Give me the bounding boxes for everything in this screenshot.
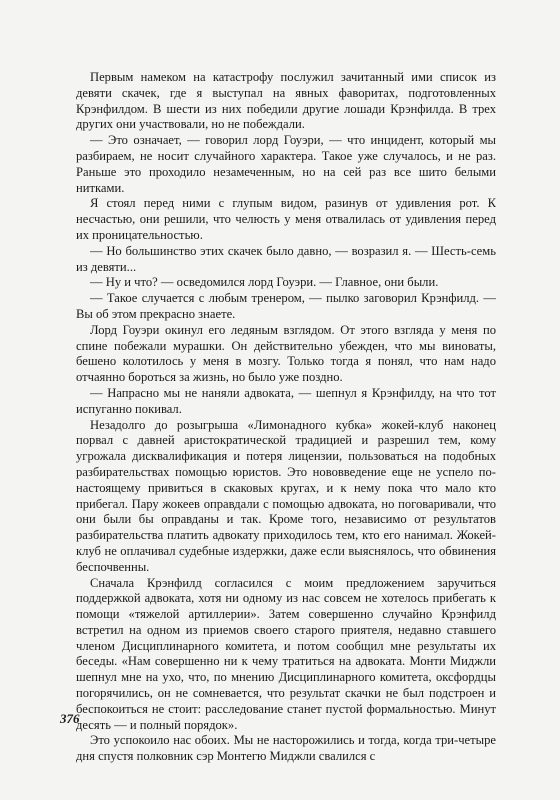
page-number: 376 <box>60 711 80 726</box>
paragraph: — Напрасно мы не наняли адвоката, — шепнул я Крэнфилду, на что тот испуганно покивал. <box>76 385 496 416</box>
paragraph: — Ну и что? — осведомился лорд Гоуэри. — Главное, они были. <box>90 275 439 290</box>
paragraph: Это успокоило нас обоих. Мы не насторожились и тогда, когда три-четыре дня спустя полковник сэр Монтегю Миджли свалился с <box>76 733 496 764</box>
paragraph: — Такое случается с любым тренером, — пылко заговорил Крэнфилд. — Вы об этом прекрасно знаете. <box>76 291 496 321</box>
paragraph: Незадолго до розыгрыша «Лимонадного кубка» жокей-клуб наконец порвал с давней аристократической традицией и разрешил тем, кому угрожала дисквалификация и потеря лицензии, пользоваться на подобных разбирательствах помощью юристов. Это нововведение еще не успело по-настоящему привиться в скаковых кругах, и к нему пока что мало кто прибегал. Пару жокеев оправдали с помощью адвоката, но поговаривали, что они были бы оправданы и так. Кроме того, независимо от результатов разбирательства платить адвокату приходилось тем, кто его нанимал. Жокей-клуб не оплачивал судебные издержки, даже если выяснялось, что обвинения беспочвенны. <box>76 417 496 574</box>
body-text <box>76 70 496 765</box>
paragraph: Сначала Крэнфилд согласился с моим предложением заручиться поддержкой адвоката, хотя ни одному из нас совсем не хотелось прибегать к помощи «тяжелой артиллерии». Затем совершенно случайно Крэнфилд встретил на одном из приемов своего старого приятеля, недавно ставшего членом Дисциплинарного комитета, и потом сообщил мне результаты их беседы. «Нам совершенно ни к чему тратиться на адвоката. Монти Миджли шепнул мне на ухо, что, по мнению Дисциплинарного комитета, оксфордцы погорячились, он не сомневается, что результат скачки не был подстроен и беспокоиться не стоит: расследование станет пустой формальностью. Минут десять — и полный порядок». <box>76 575 496 732</box>
paragraph: Я стоял перед ними с глупым видом, разинув от удивления рот. К несчастью, они решили, что челюсть у меня отвалилась от удивления перед их проницательностью. <box>76 196 496 242</box>
paragraph: Лорд Гоуэри окинул его ледяным взглядом. От этого взгляда у меня по спине побежали мурашки. Он действительно убежден, что мы виноваты, бешено колотилось у меня в мозгу. Только тогда я понял, что нам надо отчаянно бороться за жизнь, но было уже поздно. <box>76 322 496 385</box>
paragraph: Первым намеком на катастрофу послужил зачитанный ими список из девяти скачек, где я выступал на явных фаворитах, подготовленных Крэнфилдом. В шести из них победили другие лошади Крэнфилда. В трех других они участвовали, но не побеждали. <box>76 70 496 132</box>
paragraph: — Это означает, — говорил лорд Гоуэри, — что инцидент, который мы разбираем, не носит случайного характера. Такое уже случалось, и не раз. Раньше это проходило незамеченным, но на сей раз все шито белыми нитками. <box>76 133 496 195</box>
paragraph: — Но большинство этих скачек было давно, — возразил я. — Шесть-семь из девяти... <box>76 243 496 274</box>
